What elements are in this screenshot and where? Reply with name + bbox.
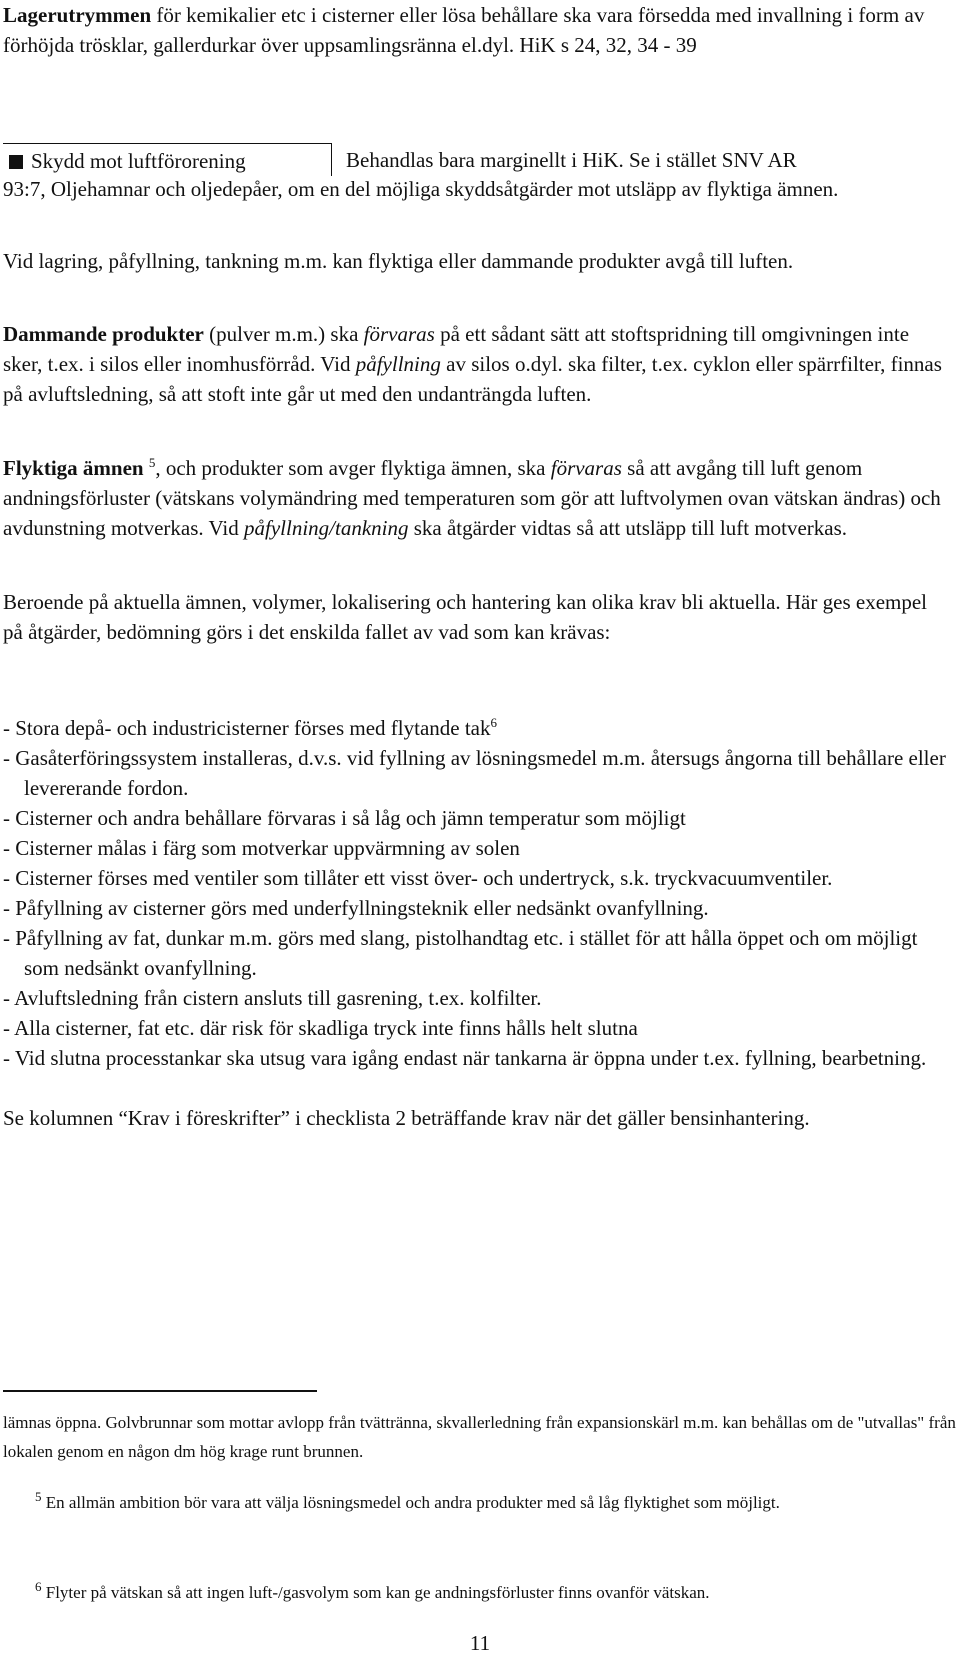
list-item: - Cisterner förses med ventiler som tillåter ett visst över- och undertryck, s.k. tryckvacuumventiler.: [3, 866, 833, 890]
paragraph-beroende: Beroende på aktuella ämnen, volymer, lokalisering och hantering kan olika krav bli aktuella. Här ges exempel på åtgärder, bedömning görs i det enskilda fallet av vad som kan krävas:: [3, 590, 927, 644]
emphasis-pafyllning-tankning: påfyllning/tankning: [244, 516, 409, 540]
footnote-number: 5: [35, 1489, 42, 1504]
text-segment: så att avgång till luft genom andningsförluster (vätskans volymändring med temperaturen som gör att luftvolymen ovan vätskan ändras) och avdunstning motverkas. Vid: [3, 456, 941, 540]
page-number: 11: [469, 1631, 491, 1655]
emphasis-pafyllning: påfyllning: [355, 352, 441, 376]
list-item: - Vid slutna processtankar ska utsug vara igång endast när tankarna är öppna under t.ex. fyllning, bearbetning.: [3, 1046, 927, 1070]
paragraph-flyktiga: [3, 453, 948, 543]
section-heading-row: [3, 143, 948, 177]
paragraph-box-continuation: 93:7, Oljehamnar och oljedepåer, om en del möjliga skyddsåtgärder mot utsläpp av flyktiga ämnen.: [3, 177, 839, 201]
list-item: - Alla cisterner, fat etc. där risk för skadliga tryck inte finns hålls helt slutna: [3, 1016, 638, 1040]
paragraph-vid-lagring: Vid lagring, påfyllning, tankning m.m. kan flyktiga eller dammande produkter avgå till luften.: [3, 249, 794, 273]
footnote-5: [3, 1488, 958, 1517]
paragraph-lagerutrymmen: [3, 0, 948, 60]
list-item-text: - Stora depå- och industricisterner förses med flytande tak: [3, 716, 491, 740]
term-flyktiga: Flyktiga ämnen: [3, 456, 144, 480]
list-item: - Påfyllning av fat, dunkar m.m. görs med slang, pistolhandtag etc. i stället för att hålla öppet och om möjligt som nedsänkt ovanfyllning.: [3, 926, 918, 980]
paragraph-se-kolumnen: Se kolumnen “Krav i föreskrifter” i checklista 2 beträffande krav när det gäller bensinhantering.: [3, 1106, 810, 1130]
square-bullet-icon: [9, 155, 23, 169]
emphasis-forvaras: förvaras: [550, 456, 622, 480]
footnote-text: En allmän ambition bör vara att välja lösningsmedel och andra produkter med så låg flyktighet som möjligt.: [41, 1493, 780, 1512]
section-heading-label: Skydd mot luftförorening: [31, 149, 246, 173]
list-item: - Cisterner och andra behållare förvaras i så låg och jämn temperatur som möjligt: [3, 806, 686, 830]
section-heading-note: Behandlas bara marginellt i HiK. Se i stället SNV AR: [346, 148, 797, 172]
footnote-text: Flyter på vätskan så att ingen luft-/gasvolym som kan ge andningsförluster finns ovanför vätskan.: [41, 1583, 710, 1602]
footnote-ref-5: 5: [148, 455, 156, 470]
paragraph-text: för kemikalier etc i cisterner eller lösa behållare ska vara försedda med invallning i form av förhöjda trösklar, gallerdurkar över uppsamlingsränna el.dyl. HiK s 24, 32, 34 - 39: [3, 3, 925, 57]
footnote-continuation: lämnas öppna. Golvbrunnar som mottar avlopp från tvättränna, skvallerledning från expansionskärl m.m. kan behållas om de "utvallas" från lokalen genom en någon dm hög krage runt brunnen.: [3, 1413, 956, 1461]
term-dammande: Dammande produkter: [3, 322, 204, 346]
footnote-6: [3, 1578, 958, 1607]
emphasis-forvaras: förvaras: [363, 322, 435, 346]
list-item: - Avluftsledning från cistern ansluts till gasrening, t.ex. kolfilter.: [3, 986, 542, 1010]
list-item: - Påfyllning av cisterner görs med underfyllningsteknik eller nedsänkt ovanfyllning.: [3, 896, 709, 920]
list-item: - Cisterner målas i färg som motverkar uppvärmning av solen: [3, 836, 520, 860]
text-segment: ska åtgärder vidtas så att utsläpp till luft motverkas.: [408, 516, 848, 540]
footnote-divider: [3, 1390, 317, 1392]
term-lagerutrymmen: Lagerutrymmen: [3, 3, 152, 27]
list-item: - Gasåterföringssystem installeras, d.v.s. vid fyllning av lösningsmedel m.m. återsugs ångorna till behållare eller levererande fordon.: [3, 746, 946, 800]
text-segment: , och produkter som avger flyktiga ämnen, ska: [155, 456, 551, 480]
footnote-number: 6: [35, 1579, 42, 1594]
text-segment: (pulver m.m.) ska: [203, 322, 364, 346]
section-heading-box: [3, 143, 332, 176]
footnote-ref-6: 6: [490, 715, 498, 730]
text-segment: av silos o.dyl. ska filter, t.ex. cyklon eller spärrfilter, finnas på avluftsledning, så att stoft inte går ut med den undanträngda luften.: [3, 352, 942, 406]
paragraph-dammande: [3, 319, 948, 409]
text-segment: på ett sådant sätt att stoftspridning till omgivningen inte sker, t.ex. i silos eller inomhusförråd. Vid: [3, 322, 910, 376]
list-item: [3, 713, 948, 743]
measures-list: [3, 713, 948, 1073]
